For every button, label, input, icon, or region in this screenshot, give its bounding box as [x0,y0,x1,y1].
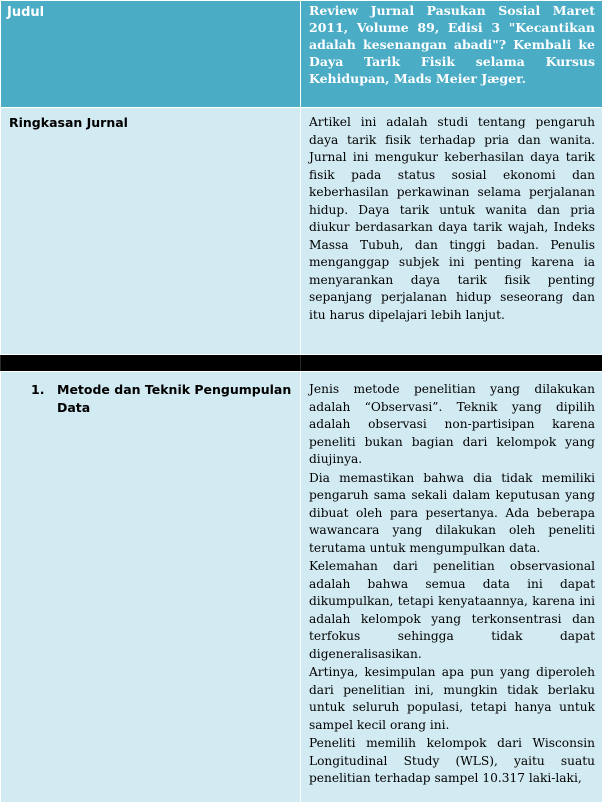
method-heading [1,372,300,417]
method-label: Metode dan Teknik Pengumpulan Data [57,381,294,417]
summary-label: Ringkasan Jurnal [1,108,300,132]
method-text-cell [301,372,602,803]
method-paragraph: Artinya, kesimpulan apa pun yang diperoleh dari penelitian ini, mungkin tidak berlaku untuk seluruh populasi, tetapi hanya untuk sampel kecil orang ini. [309,664,595,734]
method-paragraph: Jenis metode penelitian yang dilakukan adalah “Observasi”. Teknik yang dipilih adalah observasi non-partisipan karena peneliti bukan bagian dari kelompok yang diujinya. [309,381,595,469]
method-label-cell [1,372,301,803]
method-text [301,372,602,788]
separator-right [301,355,602,372]
header-right-cell [301,1,602,108]
header-left-cell [1,1,301,108]
journal-title: Review Jurnal Pasukan Sosial Maret 2011, Volume 89, Edisi 3 "Kecantikan adalah kesenangan abadi"? Kembali ke Daya Tarik Fisik selama Kursus Kehidupan, Mads Meier Jæger. [301,1,602,87]
summary-text-cell [301,108,602,355]
header-title-label: Judul [1,1,300,20]
separator-row [1,355,602,372]
method-paragraph: Dia memastikan bahwa dia tidak memiliki pengaruh sama sekali dalam keputusan yang dibuat oleh para pesertanya. Ada beberapa wawancara yang dilakukan oleh peneliti terutama untuk mengumpulkan data. [309,470,595,558]
method-number: 1. [9,381,57,417]
method-paragraph: Kelemahan dari penelitian observasional adalah bahwa semua data ini dapat dikumpulkan, tetapi kenyataannya, karena ini adalah kelompok yang terkonsentrasi dan terfokus sehingga tidak dapat digeneralisasikan. [309,558,595,663]
method-row [1,372,602,803]
summary-label-cell [1,108,301,355]
header-row [1,1,602,108]
summary-text: Artikel ini adalah studi tentang pengaruh daya tarik fisik terhadap pria dan wanita. Jurnal ini mengukur keberhasilan daya tarik fisik pada status sosial ekonomi dan keberhasilan perkawinan selama perjalanan hidup. Daya tarik untuk wanita dan pria diukur berdasarkan daya tarik wajah, Indeks Massa Tubuh, dan tinggi badan. Penulis menganggap subjek ini penting karena ia menyarankan daya tarik fisik penting sepanjang perjalanan hidup seseorang dan itu harus dipelajari lebih lanjut. [301,108,602,324]
summary-row [1,108,602,355]
separator-left [1,355,301,372]
method-paragraph: Peneliti memilih kelompok dari Wisconsin Longitudinal Study (WLS), yaitu suatu penelitian terhadap sampel 10.317 laki-laki, [309,735,595,788]
